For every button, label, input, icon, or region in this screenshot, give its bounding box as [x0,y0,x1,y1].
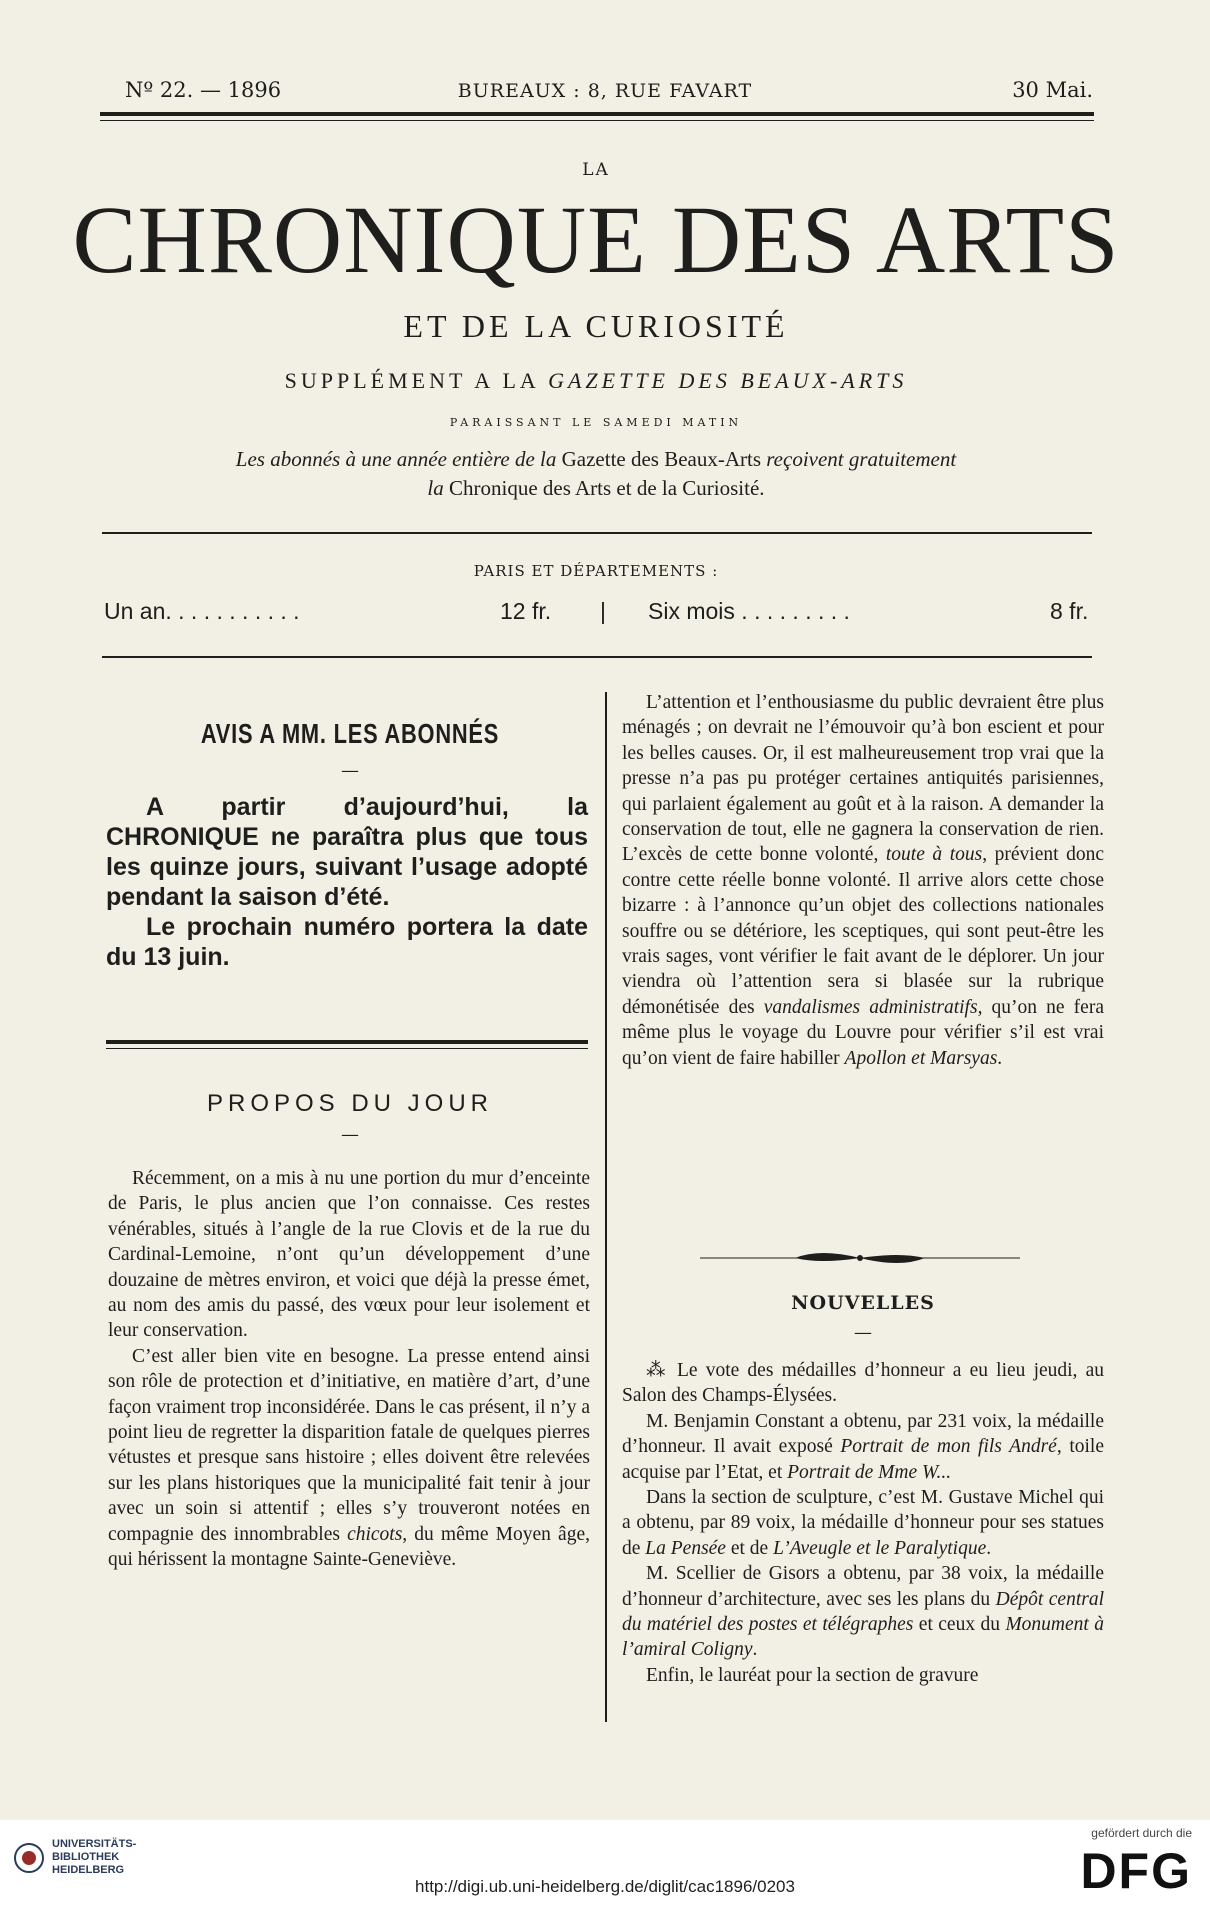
nouvelles-paragraph-3: Dans la section de sculpture, c’est M. Gustave Michel qui a obtenu, par 89 voix, la médaille d’honneur pour ses statues de La Pensée et de L’Aveugle et le Paralytique. [622,1487,1104,1559]
nouvelles-paragraph-1: ⁂ Le vote des médailles d’honneur a eu lieu jeudi, au Salon des Champs-Élysées. [622,1360,1105,1407]
source-url-link[interactable]: http://digi.ub.uni-heidelberg.de/diglit/cac1896/0203 [415,1877,795,1896]
year-subscription-label: Un an. . . . . . . . . . . [104,598,300,624]
avis-paragraph-2: Le prochain numéro portera la date du 13 juin. [106,913,588,971]
year-subscription-price: 12 fr. [500,598,552,624]
section-rule-thin [106,1048,588,1049]
issue-date: 30 Mai. [1012,78,1093,102]
nouvelles-paragraph-5: Enfin, le lauréat pour la section de gravure [646,1664,979,1686]
propos-paragraph-1: Récemment, on a mis à nu une portion du mur d’enceinte de Paris, le plus ancien que l’on connaisse. Ces restes vénérables, situés à l’angle de la rue Clovis et de la rue du Cardinal-Lemoine, n’ont qu’un développement d’une douzaine de mètres environ, et voici que déjà la presse émet, au nom des amis du passé, des vœux pour leur isolement et leur conservation. [108,1168,590,1342]
subscription-separator: | [600,598,606,624]
funding-label: gefördert durch die [1091,1826,1192,1840]
propos-paragraph-2: C’est aller bien vite en besogne. La presse entend ainsi son rôle de protection et d’initiative, en matière d’art, d’une façon vraiment trop inconsidérée. Dans le cas présent, il n’y a point lieu de regretter la disparition fatale de quelques pierres vétustes et presque sans histoire ; elles doivent être relevées sur les plans historiques que la municipalité fait tenir à jour avec un soin si attentif ; elles s’y trouveront notées en compagnie des innombrables chicots, du même Moyen âge, qui hérissent la montagne Sainte-Geneviève. [108,1345,590,1571]
subscriber-note-line2: la Chronique des Arts et de la Curiosité. [427,476,765,500]
subscriber-note-line1: Les abonnés à une année entière de la Gazette des Beaux-Arts reçoivent gratuitement [235,447,957,471]
nouvelles-dash: — [854,1322,872,1343]
dfg-logo[interactable]: DFG [1080,1843,1192,1899]
issue-number: Nº 22. — 1896 [125,78,282,102]
header-rule-thin [100,120,1094,121]
nouvelles-heading: NOUVELLES [791,1292,935,1314]
right-column-article [622,690,1104,1071]
avis-heading: AVIS A MM. LES ABONNÉS [200,718,500,749]
propos-dash: — [341,1124,359,1145]
ornament-divider-icon [700,1246,1020,1270]
section-rule-thick [106,1040,588,1044]
bureaux-address: BUREAUX : 8, RUE FAVART [457,80,753,102]
right-column-paragraph: L’attention et l’enthousiasme du public devraient être plus ménagés ; on devrait ne l’émouvoir qu’à bon escient et pour les belles causes. Or, il est malheureusement trop vrai que la presse n’a pas pu protéger certaines antiquités parisiennes, qui parlaient également au goût et à la raison. A demander la conservation de tout, elle ne gagnera la conservation de rien. L’excès de cette bonne volonté, toute à tous, prévient donc contre cette réelle bonne volonté. Il arrive alors cette chose bizarre : à l’annonce qu’un objet des collections nationales souffre ou se détériore, les sceptiques, qui sont peut-être les vrais sages, vont vérifier le fait avant de le déplorer. Un jour viendra où l’attention sera si blasée sur la rubrique démonétisée des vandalismes administratifs, qu’on ne fera même plus le voyage du Louvre pour vérifier s’il est vrai qu’on vient de faire habiller Apollon et Marsyas. [622,692,1104,1069]
avis-body [106,792,588,972]
nouvelles-paragraph-2: M. Benjamin Constant a obtenu, par 231 voix, la médaille d’honneur. Il avait exposé Portrait de mon fils André, toile acquise par l’Etat, et Portrait de Mme W... [622,1410,1104,1483]
half-year-subscription-label: Six mois . . . . . . . . . [648,598,850,624]
masthead-title: CHRONIQUE DES ARTS [72,186,1120,293]
nouvelles-body [622,1358,1104,1688]
asterism-icon: ⁂ [646,1360,669,1381]
nouvelles-paragraph-4: M. Scellier de Gisors a obtenu, par 38 voix, la médaille d’honneur d’architecture, avec ses les plans du Dépôt central du matériel des postes et télégraphes et ceux du Monument à l’amiral Coligny. [622,1563,1105,1661]
library-name: UNIVERSITÄTS- BIBLIOTHEK HEIDELBERG [52,1838,137,1876]
publication-schedule: PARAISSANT LE SAMEDI MATIN [449,416,743,429]
library-seal-icon [14,1838,44,1878]
avis-paragraph-1: A partir d’aujourd’hui, la CHRONIQUE ne paraîtra plus que tous les quinze jours, suivant l’usage adopté pendant la saison d’été. [106,793,588,911]
header-rule-thick [100,112,1094,116]
avis-dash: — [341,760,359,781]
subscription-heading: PARIS ET DÉPARTEMENTS : [473,562,719,580]
column-divider [605,692,607,1722]
subscription-rule-bottom [102,656,1092,658]
half-year-subscription-price: 8 fr. [1050,598,1089,624]
subscription-rule-top [102,532,1092,534]
masthead-subtitle: ET DE LA CURIOSITÉ [403,308,789,344]
propos-body [108,1166,590,1573]
propos-heading: PROPOS DU JOUR [206,1090,494,1117]
supplement-line: SUPPLÉMENT A LA GAZETTE DES BEAUX-ARTS [284,368,908,393]
masthead-la: LA [582,160,610,180]
